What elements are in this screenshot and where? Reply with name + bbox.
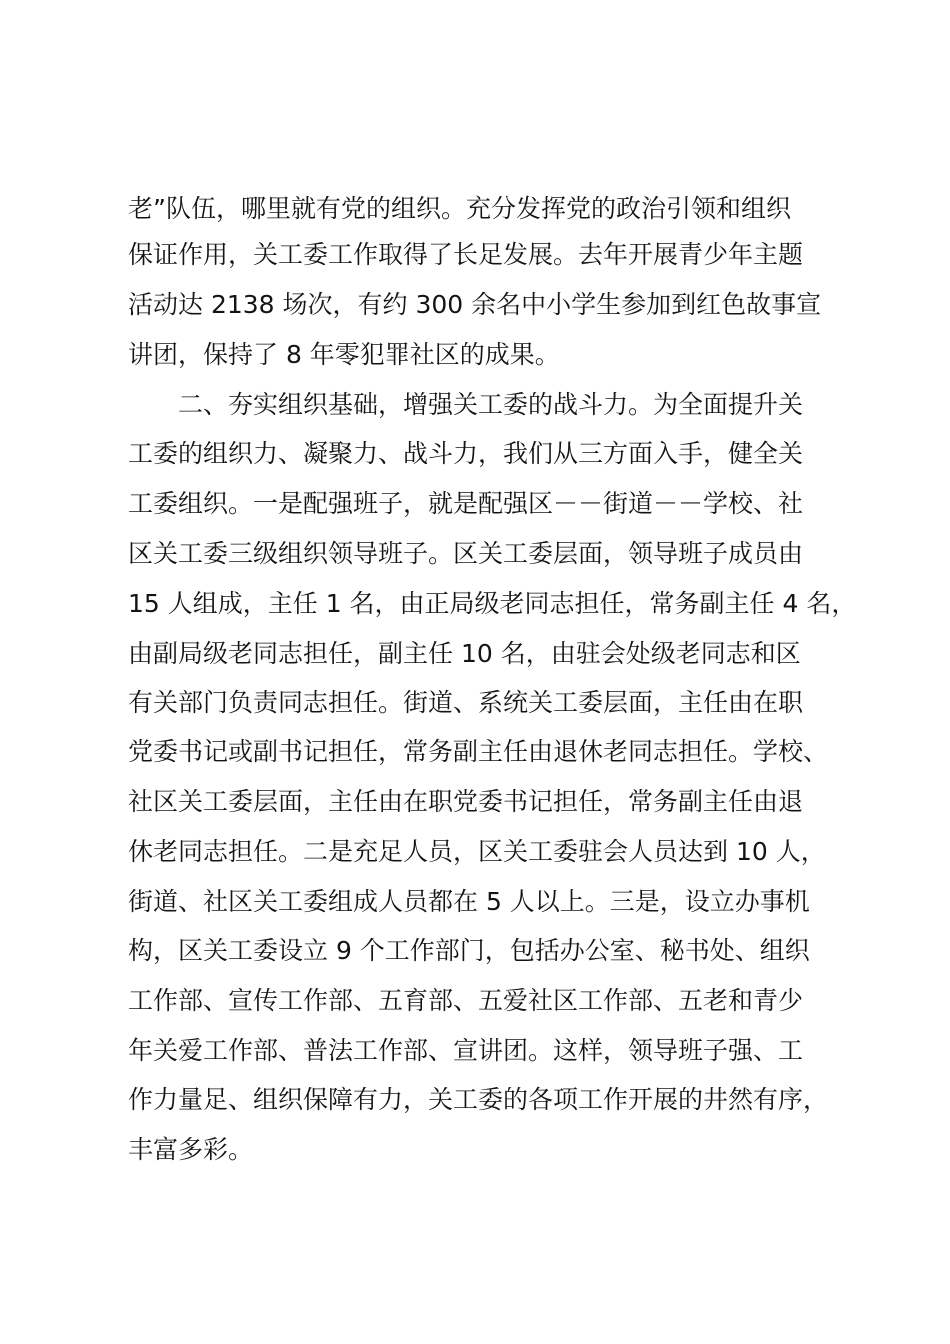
text-line: 社区关工委层面，主任由在职党委书记担任，常务副主任由退: [128, 787, 804, 816]
text-line: 构，区关工委设立 9 个工作部门，包括办公室、秘书处、组织: [128, 936, 810, 965]
text-line: 保证作用，关工委工作取得了长足发展。去年开展青少年主题: [128, 240, 804, 269]
text-line: 丰富多彩。: [128, 1135, 254, 1164]
text-line: 讲团，保持了 8 年零犯罪社区的成果。: [128, 340, 560, 369]
text-line: 有关部门负责同志担任。街道、系统关工委层面，主任由在职: [128, 688, 804, 717]
text-line: 工委组织。一是配强班子，就是配强区－－街道－－学校、社: [128, 489, 804, 518]
text-line: 活动达 2138 场次，有约 300 余名中小学生参加到红色故事宣: [128, 290, 822, 319]
text-line: 由副局级老同志担任，副主任 10 名，由驻会处级老同志和区: [128, 639, 801, 668]
text-line: 休老同志担任。二是充足人员，区关工委驻会人员达到 10 人，: [128, 837, 826, 866]
text-line: 15 人组成，主任 1 名，由正局级老同志担任，常务副主任 4 名，: [128, 589, 857, 618]
text-line: 工作部、宣传工作部、五育部、五爱社区工作部、五老和青少: [128, 986, 804, 1015]
text-line: 老”队伍，哪里就有党的组织。充分发挥党的政治引领和组织: [128, 194, 791, 223]
text-line: 年关爱工作部、普法工作部、宣讲团。这样，领导班子强、工: [128, 1036, 804, 1065]
text-line: 区关工委三级组织领导班子。区关工委层面，领导班子成员由: [128, 539, 804, 568]
text-line: 二、夯实组织基础，增强关工委的战斗力。为全面提升关: [178, 390, 804, 419]
text-line: 党委书记或副书记担任，常务副主任由退休老同志担任。学校、: [128, 737, 829, 766]
text-line: 作力量足、组织保障有力，关工委的各项工作开展的井然有序，: [128, 1085, 829, 1114]
text-line: 工委的组织力、凝聚力、战斗力，我们从三方面入手，健全关: [128, 439, 804, 468]
text-line: 街道、社区关工委组成人员都在 5 人以上。三是，设立办事机: [128, 887, 810, 916]
